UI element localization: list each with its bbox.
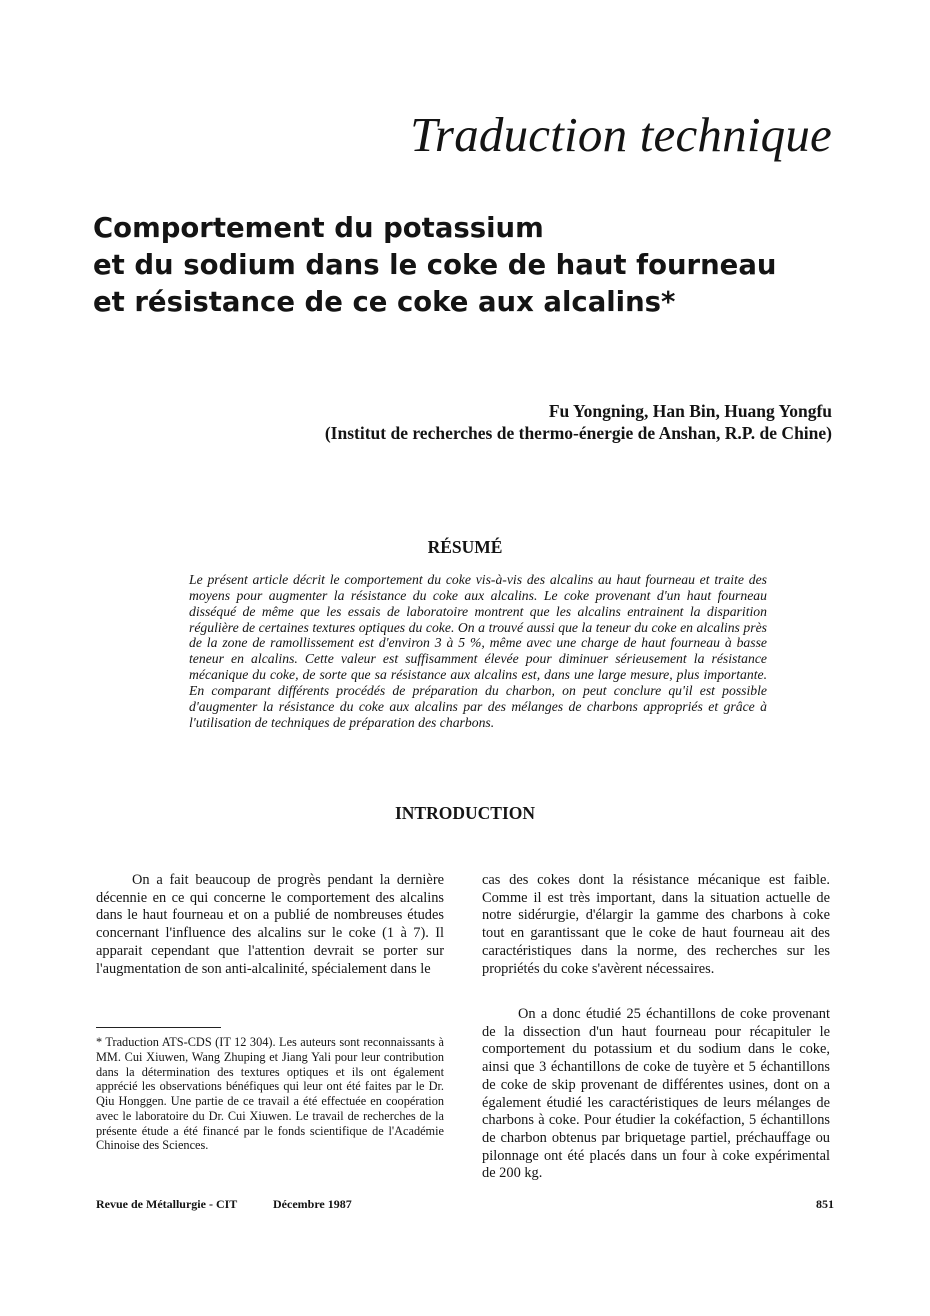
author-affiliation: (Institut de recherches de thermo-énergie de Anshan, R.P. de Chine) xyxy=(324,423,832,443)
intro-paragraph: On a fait beaucoup de progrès pendant la dernière décennie en ce qui concerne le comportement des alcalins dans le haut fourneau et on a publié de nombreuses études concernant l'influence des alcalins sur le coke (1 à 7). Il apparait cependant que l'attention devrait se porter sur l'augmentation de son anti-alcalinité, spécialement dans le xyxy=(96,872,444,977)
author-names: Fu Yongning, Han Bin, Huang Yongfu xyxy=(548,401,832,421)
page-number: 851 xyxy=(816,1197,834,1211)
right-column-bottom xyxy=(482,1006,830,1183)
left-column xyxy=(96,872,444,978)
section-title: Traduction technique xyxy=(410,107,832,162)
resume-heading: RÉSUMÉ xyxy=(427,537,503,557)
article-title-line: et du sodium dans le coke de haut fourneau xyxy=(93,249,777,281)
footnote-rule xyxy=(96,1027,221,1028)
article-title-line: Comportement du potassium xyxy=(93,212,544,244)
footer-date: Décembre 1987 xyxy=(273,1197,352,1211)
article-title-line: et résistance de ce coke aux alcalins* xyxy=(93,286,676,318)
article-title xyxy=(93,210,853,321)
right-column-top xyxy=(482,872,830,978)
introduction-heading: INTRODUCTION xyxy=(394,803,536,823)
footer-journal: Revue de Métallurgie - CIT xyxy=(96,1197,238,1211)
author-block xyxy=(325,400,832,444)
intro-paragraph: On a donc étudié 25 échantillons de coke provenant de la dissection d'un haut fourneau pour récapituler le comportement du potassium et du sodium dans le coke, ainsi que 3 échantillons de coke de tuyère et 5 échantillons de coke de skip provenant de différentes usines, dont on a également étudié les caractéristiques de leurs mélanges de charbons à coke. Pour étudier la cokéfaction, 5 échantillons de charbon obtenus par briquetage partiel, préchauffage ou pilonnage ont été placés dans un four à coke expérimental de 200 kg. xyxy=(482,1006,830,1182)
intro-paragraph-continued: cas des cokes dont la résistance mécanique est faible. Comme il est très important, dans la situation actuelle de notre sidérurgie, d'élargir la gamme des charbons à coke tout en garantissant que le coke de haut fourneau ait des caractéristiques dans la norme, des recherches sur les propriétés du coke s'avèrent nécessaires. xyxy=(482,872,830,977)
resume-text: Le présent article décrit le comportement du coke vis-à-vis des alcalins au haut fourneau et traite des moyens pour augmenter la résistance du coke aux alcalins. Le coke provenant d'un haut fourneau disséqué de même que les essais de laboratoire montrent que les alcalins entrainent la disparition régulière de certaines textures optiques du coke. On a trouvé aussi que la teneur du coke en alcalins près de la zone de ramollissement est d'environ 3 à 5 %, même avec une charge de haut fourneau à basse teneur en alcalins. Cette valeur est suffisamment élevée pour diminuer sérieusement la résistance mécanique du coke, de sorte que sa résistance aux alcalins est, dans une large mesure, plus importante. En comparant différents procédés de préparation du charbon, on peut conclure qu'il est possible d'augmenter la résistance du coke aux alcalins par des mélanges de charbons appropriés et grâce à l'utilisation de techniques de préparation des charbons. xyxy=(189,572,767,730)
footnote-text: * Traduction ATS-CDS (IT 12 304). Les auteurs sont reconnaissants à MM. Cui Xiuwen, Wang Zhuping et Jiang Yali pour leur contribution dans la détermination des textures optiques et ils ont également apprécié les observations bénéfiques qui leur ont été faites par le Dr. Qiu Honggen. Une partie de ce travail a été effectuée en coopération avec le laboratoire du Dr. Cui Xiuwen. Le travail de recherches de la présente étude a été financé par le fonds scientifique de l'Académie Chinoise des Sciences. xyxy=(96,1035,444,1153)
